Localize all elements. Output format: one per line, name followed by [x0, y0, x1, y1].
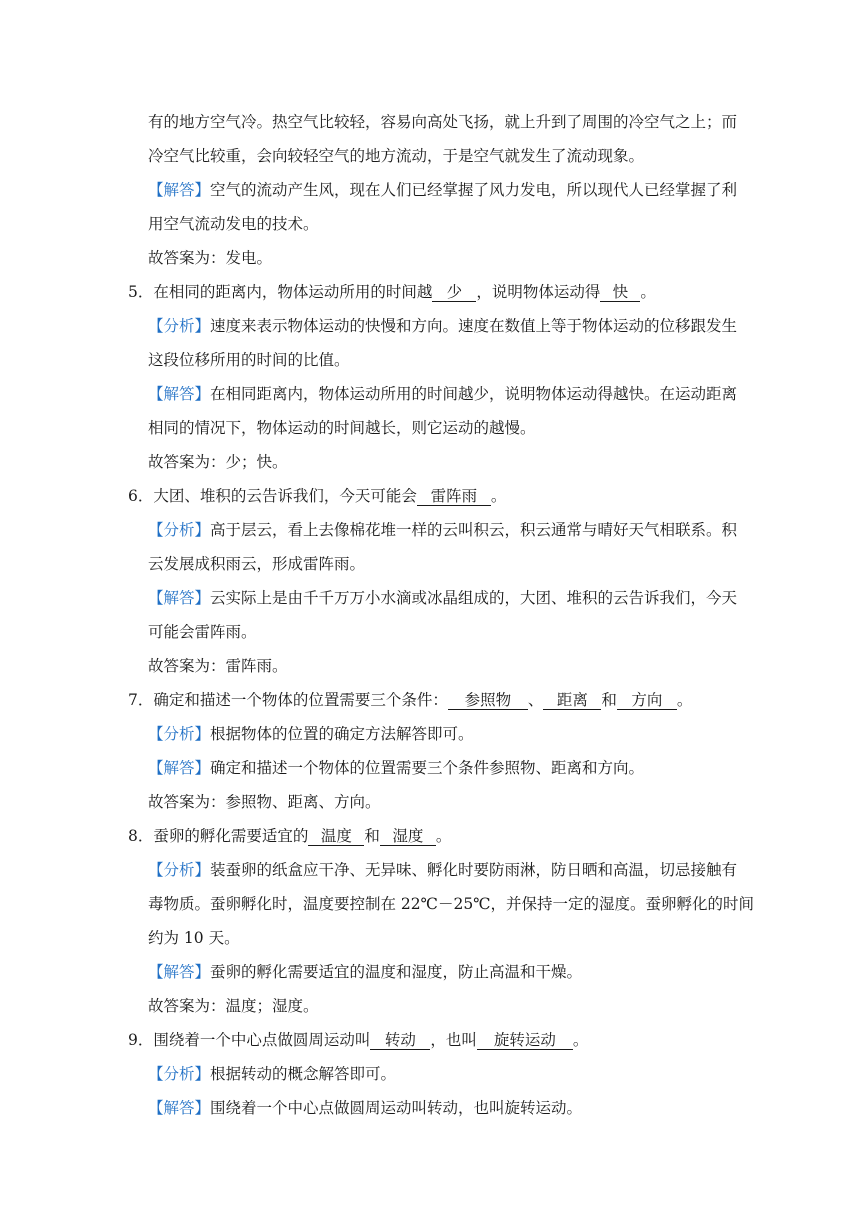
- q9-analysis: 【分析】根据转动的概念解答即可。: [148, 1065, 397, 1083]
- question-6: 6．大团、堆积的云告诉我们，今天可能会 雷阵雨 。: [128, 487, 507, 505]
- answer-blank: 参照物: [448, 691, 528, 710]
- answer-blank: 旋转运动: [477, 1031, 573, 1050]
- q8-analysis-3: 约为 10 天。: [148, 929, 240, 947]
- q7-analysis: 【分析】根据物体的位置的确定方法解答即可。: [148, 725, 474, 743]
- q8-analysis-2: 毒物质。蚕卵孵化时，温度要控制在 22℃－25℃，并保持一定的湿度。蚕卵孵化的时间: [148, 895, 755, 913]
- q8-analysis-1: 【分析】装蚕卵的纸盒应干净、无异味、孵化时要防雨淋，防日晒和高温，切忌接触有: [148, 861, 738, 879]
- intro-line-1: 有的地方空气冷。热空气比较轻，容易向高处飞扬，就上升到了周围的冷空气之上；而: [148, 113, 738, 131]
- answer-blank: 方向: [617, 691, 677, 710]
- q6-final: 故答案为：雷阵雨。: [148, 657, 288, 675]
- answer-blank: 湿度: [380, 827, 436, 846]
- q5-final: 故答案为：少；快。: [148, 453, 288, 471]
- answer-tag: 【解答】: [148, 181, 211, 199]
- q8-final: 故答案为：温度；湿度。: [148, 997, 319, 1015]
- answer-blank: 雷阵雨: [417, 487, 491, 506]
- q6-analysis-2: 云发展成积雨云，形成雷阵雨。: [148, 555, 366, 573]
- q6-answer-2: 可能会雷阵雨。: [148, 623, 257, 641]
- q5-analysis-1: 【分析】速度来表示物体运动的快慢和方向。速度在数值上等于物体运动的位移跟发生: [148, 317, 738, 335]
- intro-line-2: 冷空气比较重，会向较轻空气的地方流动，于是空气就发生了流动现象。: [148, 147, 645, 165]
- q7-final: 故答案为：参照物、距离、方向。: [148, 793, 381, 811]
- answer-blank: 少: [432, 283, 476, 302]
- question-8: 8．蚕卵的孵化需要适宜的 温度 和 湿度 。: [128, 827, 452, 845]
- answer-blank: 距离: [543, 691, 601, 710]
- q6-answer-1: 【解答】云实际上是由千千万万小水滴或冰晶组成的，大团、堆积的云告诉我们，今天: [148, 589, 738, 607]
- q7-answer: 【解答】确定和描述一个物体的位置需要三个条件参照物、距离和方向。: [148, 759, 645, 777]
- intro-answer-line-1: 【解答】空气的流动产生风，现在人们已经掌握了风力发电，所以现代人已经掌握了利: [148, 181, 738, 199]
- question-9: 9．围绕着一个中心点做圆周运动叫 转动 ，也叫 旋转运动 。: [128, 1031, 589, 1049]
- q9-answer: 【解答】围绕着一个中心点做圆周运动叫转动，也叫旋转运动。: [148, 1099, 583, 1117]
- q5-answer-2: 相同的情况下，物体运动的时间越长，则它运动的越慢。: [148, 419, 536, 437]
- question-5: 5．在相同的距离内，物体运动所用的时间越 少 ，说明物体运动得 快 。: [128, 283, 656, 301]
- intro-answer-line-2: 用空气流动发电的技术。: [148, 215, 319, 233]
- q5-analysis-2: 这段位移所用的时间的比值。: [148, 351, 350, 369]
- intro-final: 故答案为：发电。: [148, 249, 273, 267]
- answer-blank: 转动: [370, 1031, 430, 1050]
- answer-blank: 快: [600, 283, 640, 302]
- q5-answer-1: 【解答】在相同距离内，物体运动所用的时间越少，说明物体运动得越快。在运动距离: [148, 385, 738, 403]
- q6-analysis-1: 【分析】高于层云，看上去像棉花堆一样的云叫积云，积云通常与晴好天气相联系。积: [148, 521, 738, 539]
- question-7: 7．确定和描述一个物体的位置需要三个条件： 参照物 、 距离 和 方向 。: [128, 691, 693, 709]
- answer-blank: 温度: [308, 827, 364, 846]
- q8-answer: 【解答】蚕卵的孵化需要适宜的温度和湿度，防止高温和干燥。: [148, 963, 583, 981]
